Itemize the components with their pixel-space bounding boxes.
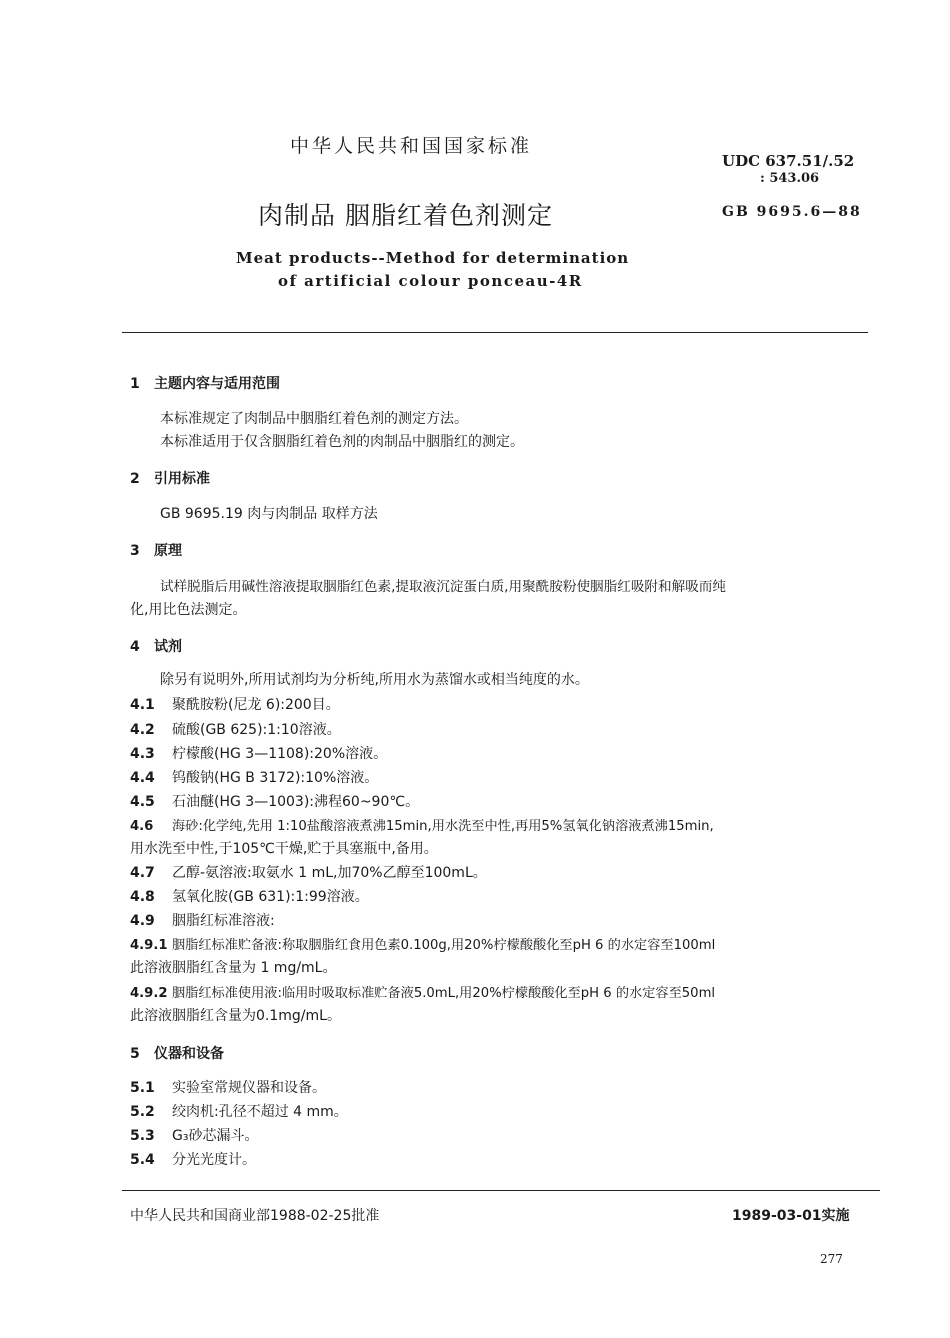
item-text: 分光光度计。: [172, 1152, 256, 1168]
reagent-item: [130, 934, 715, 953]
item-number: 4.4: [130, 770, 155, 786]
udc-code-line2: : 543.06: [760, 171, 820, 186]
item-text: 聚酰胺粉(尼龙 6):200目。: [172, 697, 340, 713]
reagent-item-continuation: 此溶液胭脂红含量为0.1mg/mL。: [130, 1008, 341, 1024]
section-title: 仪器和设备: [154, 1046, 224, 1062]
section-number: 4: [130, 639, 140, 655]
item-text: 海砂:化学纯,先用 1:10盐酸溶液煮沸15min,用水洗至中性,再用5%氢氧化钠溶液煮沸15min,: [172, 819, 714, 834]
reagent-item: [130, 743, 387, 763]
item-number: 4.5: [130, 794, 155, 810]
approval-date: 中华人民共和国商业部1988-02-25批准: [130, 1208, 380, 1224]
section-title: 试剂: [154, 639, 182, 655]
section-title: 原理: [154, 543, 182, 559]
section-4-heading: [130, 636, 182, 656]
document-title-english-line2: of artificial colour ponceau-4R: [278, 272, 583, 290]
reagent-item: [130, 719, 341, 739]
equipment-item: [130, 1149, 256, 1169]
reagent-item: [130, 886, 369, 906]
item-text: 绞肉机:孔径不超过 4 mm。: [172, 1104, 348, 1120]
item-number: 5.3: [130, 1128, 155, 1144]
item-text: 石油醚(HG 3—1003):沸程60~90℃。: [172, 794, 420, 810]
item-text: 钨酸钠(HG B 3172):10%溶液。: [172, 770, 379, 786]
item-number: 5.2: [130, 1104, 155, 1120]
reagent-item: [130, 694, 340, 714]
item-text: 胭脂红标准溶液:: [172, 913, 275, 929]
item-text: 乙醇-氨溶液:取氨水 1 mL,加70%乙醇至100mL。: [172, 865, 487, 881]
item-number: 4.6: [130, 819, 154, 834]
document-title-english-line1: Meat products--Method for determination: [236, 249, 630, 267]
section-title: 主题内容与适用范围: [154, 376, 280, 392]
section-number: 1: [130, 376, 140, 392]
section-1-heading: [130, 373, 280, 393]
item-number: 4.1: [130, 697, 155, 713]
item-text: 胭脂红标准贮备液:称取胭脂红食用色素0.100g,用20%柠檬酸酸化至pH 6 的水定容至100ml: [172, 938, 716, 953]
item-text: 柠檬酸(HG 3—1108):20%溶液。: [172, 746, 388, 762]
section-number: 3: [130, 543, 140, 559]
section-1-paragraph: 本标准适用于仅含胭脂红着色剂的肉制品中胭脂红的测定。: [160, 434, 524, 450]
item-number: 4.3: [130, 746, 155, 762]
header-divider: [122, 332, 868, 333]
document-title-chinese: 肉制品 胭脂红着色剂测定: [258, 201, 553, 230]
item-text: 实验室常规仪器和设备。: [172, 1080, 326, 1096]
item-number: 4.7: [130, 865, 155, 881]
footer-divider: [122, 1190, 880, 1191]
item-text: 硫酸(GB 625):1:10溶液。: [172, 722, 341, 738]
reagent-item: [130, 791, 419, 811]
reagent-item-continuation: 此溶液胭脂红含量为 1 mg/mL。: [130, 960, 337, 976]
equipment-item: [130, 1077, 326, 1097]
item-text: G₃砂芯漏斗。: [172, 1128, 259, 1144]
section-number: 5: [130, 1046, 140, 1062]
section-number: 2: [130, 471, 140, 487]
item-number: 5.4: [130, 1152, 155, 1168]
standard-type-header: 中华人民共和国国家标准: [290, 135, 533, 157]
item-number: 4.9: [130, 913, 155, 929]
item-number: 4.2: [130, 722, 155, 738]
reagent-item: [130, 815, 714, 834]
effective-date: 1989-03-01实施: [732, 1208, 850, 1224]
item-number: 5.1: [130, 1080, 155, 1096]
section-3-heading: [130, 540, 182, 560]
page-number: 277: [820, 1252, 843, 1266]
section-3-paragraph: 试样脱脂后用碱性溶液提取胭脂红色素,提取液沉淀蛋白质,用聚酰胺粉使胭脂红吸附和解吸而纯: [160, 579, 726, 595]
section-4-intro: 除另有说明外,所用试剂均为分析纯,所用水为蒸馏水或相当纯度的水。: [160, 672, 589, 688]
equipment-item: [130, 1101, 348, 1121]
item-text: 氢氧化胺(GB 631):1:99溶液。: [172, 889, 369, 905]
section-title: 引用标准: [154, 471, 210, 487]
reagent-item: [130, 982, 715, 1001]
reagent-item-continuation: 用水洗至中性,于105℃干燥,贮于具塞瓶中,备用。: [130, 841, 438, 857]
reagent-item: [130, 767, 378, 787]
item-number: 4.9.1: [130, 938, 168, 953]
udc-code-line1: UDC 637.51/.52: [722, 152, 855, 170]
reagent-item: [130, 862, 487, 882]
section-2-paragraph: GB 9695.19 肉与肉制品 取样方法: [160, 506, 378, 522]
reagent-item: [130, 910, 275, 930]
section-2-heading: [130, 468, 210, 488]
section-5-heading: [130, 1043, 224, 1063]
item-text: 胭脂红标准使用液:临用时吸取标准贮备液5.0mL,用20%柠檬酸酸化至pH 6 的水定容至50ml: [172, 986, 716, 1001]
equipment-item: [130, 1125, 258, 1145]
gb-standard-number: GB 9695.6—88: [722, 204, 862, 220]
item-number: 4.8: [130, 889, 155, 905]
section-1-paragraph: 本标准规定了肉制品中胭脂红着色剂的测定方法。: [160, 411, 468, 427]
section-3-paragraph: 化,用比色法测定。: [130, 602, 247, 618]
item-number: 4.9.2: [130, 986, 168, 1001]
